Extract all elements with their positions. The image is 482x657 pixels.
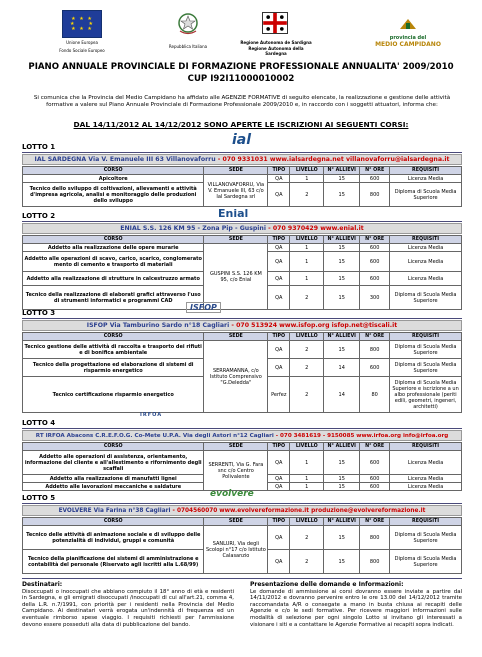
course-students: 15: [324, 550, 360, 574]
course-hours: 600: [360, 475, 390, 483]
italian-republic-emblem-icon: [177, 12, 199, 36]
col-header: CORSO: [23, 443, 204, 451]
course-hours: 600: [360, 272, 390, 286]
course-students: 15: [324, 272, 360, 286]
col-header: CORSO: [23, 333, 204, 341]
evolvere-logo: evolvere: [210, 489, 254, 499]
course-requirements: Diploma di Scuola Media Superiore: [390, 183, 462, 207]
course-name: Addetto alle operazioni di assistenza, orientamento, informazione del cliente e all'allestimento e rifornimento degli scaffali: [23, 451, 204, 475]
lotto-label: LOTTO 5: [22, 494, 56, 502]
table-header-row: [23, 518, 462, 526]
isfop-logo: ISFOP: [186, 302, 221, 313]
lotto-label: LOTTO 1: [22, 143, 56, 151]
agency-contacts: - 070 513924 www.isfop.org isfop.net@tiscali.it: [229, 322, 398, 329]
course-table: [22, 235, 462, 310]
table-row: [23, 175, 462, 183]
col-header: N° ORE: [360, 333, 390, 341]
course-hours: 300: [360, 286, 390, 310]
table-header-row: [23, 443, 462, 451]
course-name: Addetto alla realizzazione delle opere murarie: [23, 244, 204, 252]
course-level: 2: [290, 286, 324, 310]
course-students: 15: [324, 526, 360, 550]
course-name: Addetto alla realizzazione di manufatti lignei: [23, 475, 204, 483]
course-table: [22, 517, 462, 574]
agency-name: RT IRFOA Abacons C.R.E.F.O.G. Co-Mete U.P.A. Via degli Astori n°12 Cagliari: [35, 433, 274, 439]
destinatari-title: Destinatari:: [22, 581, 63, 588]
course-requirements: Licenza Media: [390, 252, 462, 272]
course-type: QA: [268, 451, 290, 475]
course-requirements: Licenza Media: [390, 272, 462, 286]
course-hours: 800: [360, 550, 390, 574]
col-header: CORSO: [23, 518, 204, 526]
col-header: N° ALLIEVI: [324, 333, 360, 341]
col-header: REQUISITI: [390, 443, 462, 451]
course-requirements: Diploma di Scuola Media Superiore: [390, 286, 462, 310]
ras-line1: Regione Autonoma de Sardigna: [240, 40, 312, 45]
agency-bar: [22, 505, 462, 516]
enial-logo: Enial: [218, 207, 249, 220]
prov-line2: MEDIO CAMPIDANO: [375, 41, 441, 48]
course-site: SERRAMANNA, c/o Istituto Comprensivo "G.Deledda": [204, 341, 268, 413]
lotto-label: LOTTO 2: [22, 212, 56, 220]
course-site: VILLANOVAFORRU, Via V. Emanuele III, 63 c/o Ial Sardegna srl: [204, 175, 268, 207]
col-header: N° ALLIEVI: [324, 518, 360, 526]
ras-line2: Regione Autonoma della Sardegna: [248, 46, 304, 56]
course-students: 15: [324, 483, 360, 491]
col-header: N° ALLIEVI: [324, 236, 360, 244]
agency-name: ISFOP Via Tamburino Sardo n°18 Cagliari: [86, 322, 230, 329]
course-type: QA: [268, 244, 290, 252]
course-students: 15: [324, 286, 360, 310]
col-header: SEDE: [204, 167, 268, 175]
destinatari-text: Disoccupati o inoccupati che abbiano compiuto il 18° anno di età e residenti in Sardegna, e gli emigrati disoccupati /inoccupati di cui all'art.21, comma 4, della L.R. n.7/1991, con priorità per i residenti nella Provincia del Medio Campidano. Ai destinatari verrà erogata un'indennità di frequenza ed un eventuale rimborso spese viaggio. I requisiti richiesti per l'ammissione devono essere posseduti alla data di pubblicazione del bando.: [22, 588, 234, 628]
course-students: 15: [324, 475, 360, 483]
course-type: QA: [268, 550, 290, 574]
course-requirements: Diploma di Scuola Media Superiore: [390, 550, 462, 574]
divider: [22, 152, 462, 153]
course-type: QA: [268, 252, 290, 272]
col-header: N° ORE: [360, 518, 390, 526]
agency-name: EVOLVERE Via Farina n°38 Cagliari: [58, 508, 171, 514]
course-level: 1: [290, 451, 324, 475]
course-students: 15: [324, 183, 360, 207]
course-level: 1: [290, 252, 324, 272]
course-type: QA: [268, 183, 290, 207]
table-row: [23, 451, 462, 475]
course-students: 15: [324, 175, 360, 183]
course-requirements: Licenza Media: [390, 475, 462, 483]
course-name: Tecnico certificazione risparmio energetico: [23, 377, 204, 413]
agency-bar: [22, 320, 462, 331]
course-requirements: Licenza Media: [390, 451, 462, 475]
course-level: 1: [290, 475, 324, 483]
course-hours: 800: [360, 341, 390, 359]
course-level: 2: [290, 341, 324, 359]
eu-caption: Unione Europea: [66, 40, 98, 45]
course-students: 15: [324, 451, 360, 475]
course-level: 1: [290, 483, 324, 491]
course-type: QA: [268, 286, 290, 310]
table-header-row: [23, 167, 462, 175]
it-caption: Repubblica Italiana: [168, 44, 208, 49]
course-name: Tecnico dello sviluppo di coltivazioni, allevamenti e attività d'impresa agricola, analisi e monitoraggio delle produzioni dello sviluppo: [23, 183, 204, 207]
col-header: SEDE: [204, 333, 268, 341]
course-level: 2: [290, 377, 324, 413]
course-hours: 800: [360, 183, 390, 207]
course-students: 15: [324, 341, 360, 359]
course-name: Tecnico delle attività di animazione sociale e di sviluppo delle potenzialità di individui, gruppi e comunità: [23, 526, 204, 550]
course-table: [22, 442, 462, 491]
course-name: Addetto alla realizzazione di strutture in calcestruzzo armato: [23, 272, 204, 286]
fse-caption: Fondo Sociale Europeo: [59, 48, 105, 53]
course-site: GUSPINI S.S. 126 KM 95, c/o Enial: [204, 244, 268, 310]
sardinia-flag-logo: [262, 12, 288, 34]
divider: [22, 503, 462, 504]
agency-bar: [22, 223, 462, 234]
table-row: [23, 244, 462, 252]
col-header: N° ALLIEVI: [324, 443, 360, 451]
course-hours: 600: [360, 451, 390, 475]
divider: [22, 578, 462, 579]
cup-code: CUP I92I11000010002: [187, 74, 295, 84]
course-name: Tecnico della realizzazione di elaborati grafici attraverso l'uso di strumenti informatici e programmi CAD: [23, 286, 204, 310]
course-requirements: Licenza Media: [390, 175, 462, 183]
course-students: 15: [324, 244, 360, 252]
course-type: QA: [268, 526, 290, 550]
col-header: TIPO: [268, 518, 290, 526]
divider: [22, 428, 462, 429]
course-hours: 800: [360, 526, 390, 550]
course-name: Addetto alle operazioni di scavo, carico, scarico, conglomerato mento di cemento e trasporto di materiali: [23, 252, 204, 272]
presentazione-box: [250, 582, 462, 628]
course-level: 1: [290, 272, 324, 286]
destinatari-box: [22, 582, 234, 628]
col-header: CORSO: [23, 167, 204, 175]
course-name: Addetto alle lavorazioni meccaniche e saldature: [23, 483, 204, 491]
course-level: 2: [290, 183, 324, 207]
course-hours: 600: [360, 359, 390, 377]
course-requirements: Diploma di Scuola Media Superiore: [390, 341, 462, 359]
presentazione-title: Presentazione delle domande e Informazioni:: [250, 581, 404, 588]
table-header-row: [23, 333, 462, 341]
agency-bar: [22, 430, 462, 441]
course-type: QA: [268, 272, 290, 286]
divider: [22, 221, 462, 222]
course-name: Tecnico gestione delle attività di raccolta e trasporto dei rifiuti e di bonifica ambientale: [23, 341, 204, 359]
agency-contacts: - 070 3481619 - 9150085 www.irfoa.org info@irfoa.org: [273, 433, 449, 439]
col-header: TIPO: [268, 333, 290, 341]
course-hours: 600: [360, 252, 390, 272]
agency-name: IAL SARDEGNA Via V. Emanuele III 63 Villanovaforru: [34, 156, 216, 163]
col-header: LIVELLO: [290, 518, 324, 526]
course-requirements: Diploma di Scuola Media Superiore: [390, 359, 462, 377]
agency-bar: [22, 154, 462, 165]
provincia-logo: [368, 16, 448, 46]
divider: [22, 318, 462, 319]
col-header: LIVELLO: [290, 236, 324, 244]
col-header: TIPO: [268, 236, 290, 244]
course-requirements: Licenza Media: [390, 483, 462, 491]
page-title: PIANO ANNUALE PROVINCIALE DI FORMAZIONE PROFESSIONALE ANNUALITA' 2009/2010: [28, 62, 454, 72]
col-header: SEDE: [204, 443, 268, 451]
course-site: SERRENTI, Via G. Fara snc c/o Centro Polivalente: [204, 451, 268, 491]
col-header: LIVELLO: [290, 443, 324, 451]
course-name: Tecnico della progettazione ed elaborazione di sistemi di risparmio energetico: [23, 359, 204, 377]
course-hours: 600: [360, 175, 390, 183]
col-header: N° ORE: [360, 167, 390, 175]
col-header: N° ORE: [360, 236, 390, 244]
enrollment-dates: DAL 14/11/2012 AL 14/12/2012 SONO APERTE LE ISCRIZIONI AI SEGUENTI CORSI:: [73, 120, 409, 129]
course-type: QA: [268, 175, 290, 183]
course-hours: 600: [360, 244, 390, 252]
irfoa-logos: IRFOA: [140, 412, 163, 418]
col-header: TIPO: [268, 443, 290, 451]
agency-contacts: - 0704560070 www.evolvereformazione.it produzione@evolvereformazione.it: [170, 508, 426, 514]
course-table: [22, 332, 462, 413]
course-hours: 80: [360, 377, 390, 413]
course-level: 2: [290, 359, 324, 377]
course-name: Apicoltore: [23, 175, 204, 183]
col-header: LIVELLO: [290, 333, 324, 341]
lotto-label: LOTTO 3: [22, 309, 56, 317]
col-header: SEDE: [204, 518, 268, 526]
course-requirements: Licenza Media: [390, 244, 462, 252]
course-level: 2: [290, 526, 324, 550]
course-name: Tecnico della pianificazione dei sistemi di amministrazione e contabilità del personale (Riservato agli iscritti alla L.68/99): [23, 550, 204, 574]
course-type: QA: [268, 475, 290, 483]
col-header: REQUISITI: [390, 167, 462, 175]
course-requirements: Diploma di Scuola Media Superiore: [390, 526, 462, 550]
ial-logo: ial: [232, 132, 252, 148]
presentazione-text: Le domande di ammissione ai corsi dovranno essere inviate a partire dal 14/11/2012 e dovranno pervenire entro le ore 13.00 del 14/12/2012 tramite raccomandata A/R o consegate a mano in busta chiusa ai recapiti delle Agenzie e c/o le sedi formative. Per ricevere maggiori informazioni sulle modalità di selezione per ogni singolo Lotto si invitano gli interessati a visionare i siti e a contattare le Agenzie Formative ai recapiti sopra indicati.: [250, 588, 462, 628]
course-students: 15: [324, 252, 360, 272]
course-level: 1: [290, 175, 324, 183]
course-students: 14: [324, 377, 360, 413]
col-header: TIPO: [268, 167, 290, 175]
col-header: REQUISITI: [390, 236, 462, 244]
course-level: 2: [290, 550, 324, 574]
course-type: QA: [268, 483, 290, 491]
course-hours: 600: [360, 483, 390, 491]
eu-flag-logo: ★ ★ ★ ★ ★ ★ ★ ★: [62, 10, 102, 38]
course-students: 14: [324, 359, 360, 377]
col-header: SEDE: [204, 236, 268, 244]
course-requirements: Diploma di Scuola Media Superiore e iscrizione a un albo professionale (periti edili, geometri, ingeneri, architetti): [390, 377, 462, 413]
col-header: N° ALLIEVI: [324, 167, 360, 175]
table-row: [23, 341, 462, 359]
table-header-row: [23, 236, 462, 244]
course-level: 1: [290, 244, 324, 252]
col-header: N° ORE: [360, 443, 390, 451]
course-type: QA: [268, 359, 290, 377]
lotto-label: LOTTO 4: [22, 419, 56, 427]
course-type: QA: [268, 341, 290, 359]
table-row: [23, 526, 462, 550]
provincia-emblem-icon: [398, 17, 418, 31]
agency-contacts: - 070 9370429 www.enial.it: [265, 225, 364, 232]
course-table: [22, 166, 462, 207]
col-header: REQUISITI: [390, 518, 462, 526]
agency-contacts: - 070 9331031 www.ialsardegna.net villanovaforru@ialsardegna.it: [215, 156, 450, 163]
agency-name: ENIAL S.S. 126 KM 95 - Zona Pip - Guspini: [120, 225, 266, 232]
course-site: SANLURI, Via degli Scolopi n°17 c/o Istituto Calasanzio: [204, 526, 268, 574]
col-header: REQUISITI: [390, 333, 462, 341]
col-header: LIVELLO: [290, 167, 324, 175]
course-type: Perfez: [268, 377, 290, 413]
prov-line1: provincia del: [389, 35, 427, 41]
col-header: CORSO: [23, 236, 204, 244]
intro-text: Si comunica che la Provincia del Medio Campidano ha affidato alle AGENZIE FORMATIVE di seguito elencate, la realizzazione e gestione delle attività formative a valere sul Piano Annuale Provinciale di Formazione Professionale 2009/2010 e, in raccordo con i soggetti attuatori, informa che:: [33, 95, 451, 108]
